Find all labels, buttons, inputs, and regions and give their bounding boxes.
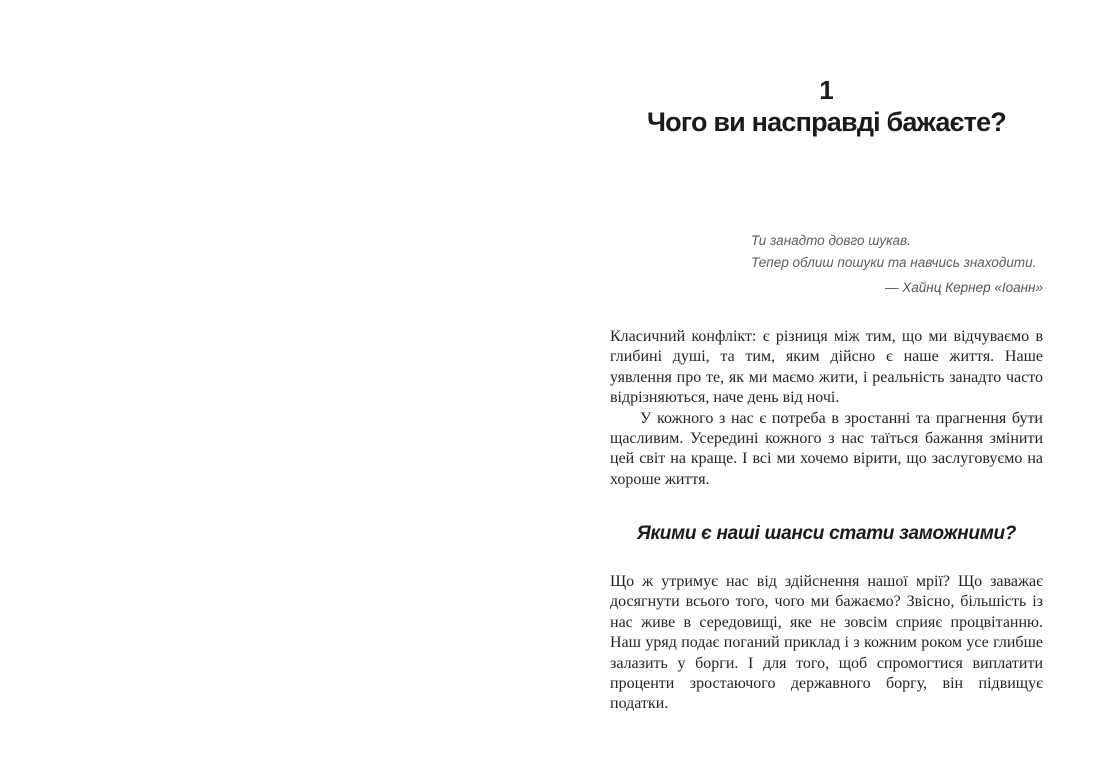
chapter-number: 1 bbox=[819, 75, 834, 105]
right-page-text-column bbox=[610, 0, 1043, 762]
section-heading: Якими є наші шанси стати заможними? bbox=[636, 523, 1017, 544]
epigraph bbox=[751, 230, 1043, 299]
paragraph: Класичний конфлікт: є різниця між тим, що ми відчуваємо в глибині душі, та тим, яким дійсно є наше життя. Наше уявлення про те, як ми маємо жити, і реальність занадто часто відрізняються, наче день від ночі. bbox=[610, 328, 1043, 407]
body-text-block bbox=[610, 327, 1043, 490]
paragraph: У кожного з нас є потреба в зростанні та прагнення бути щасливим. Усередині кожного з нас таїться бажання змінити цей світ на краще. І всі ми хочемо вірити, що заслуговуємо на хороше життя. bbox=[610, 409, 1043, 488]
epigraph-line: Тепер облиш пошуки та навчись знаходити. bbox=[751, 255, 1037, 270]
chapter-title: Чого ви насправді бажаєте? bbox=[647, 107, 1006, 137]
body-text-block bbox=[610, 572, 1043, 715]
epigraph-line: Ти занадто довго шукав. bbox=[751, 233, 911, 248]
paragraph: Що ж утримує нас від здійснення нашої мрії? Що заважає досягнути всього того, чого ми бажаємо? Звісно, більшість із нас живе в середовищі, яке не зовсім сприяє процвітанню. Наш уряд подає поганий приклад і з кожним роком усе глибше залазить у борги. І для того, щоб спромогтися виплатити проценти зростаючого державного боргу, він підвищує податки. bbox=[610, 573, 1043, 713]
epigraph-attribution: — Хайнц Кернер «Іоанн» bbox=[885, 280, 1043, 295]
